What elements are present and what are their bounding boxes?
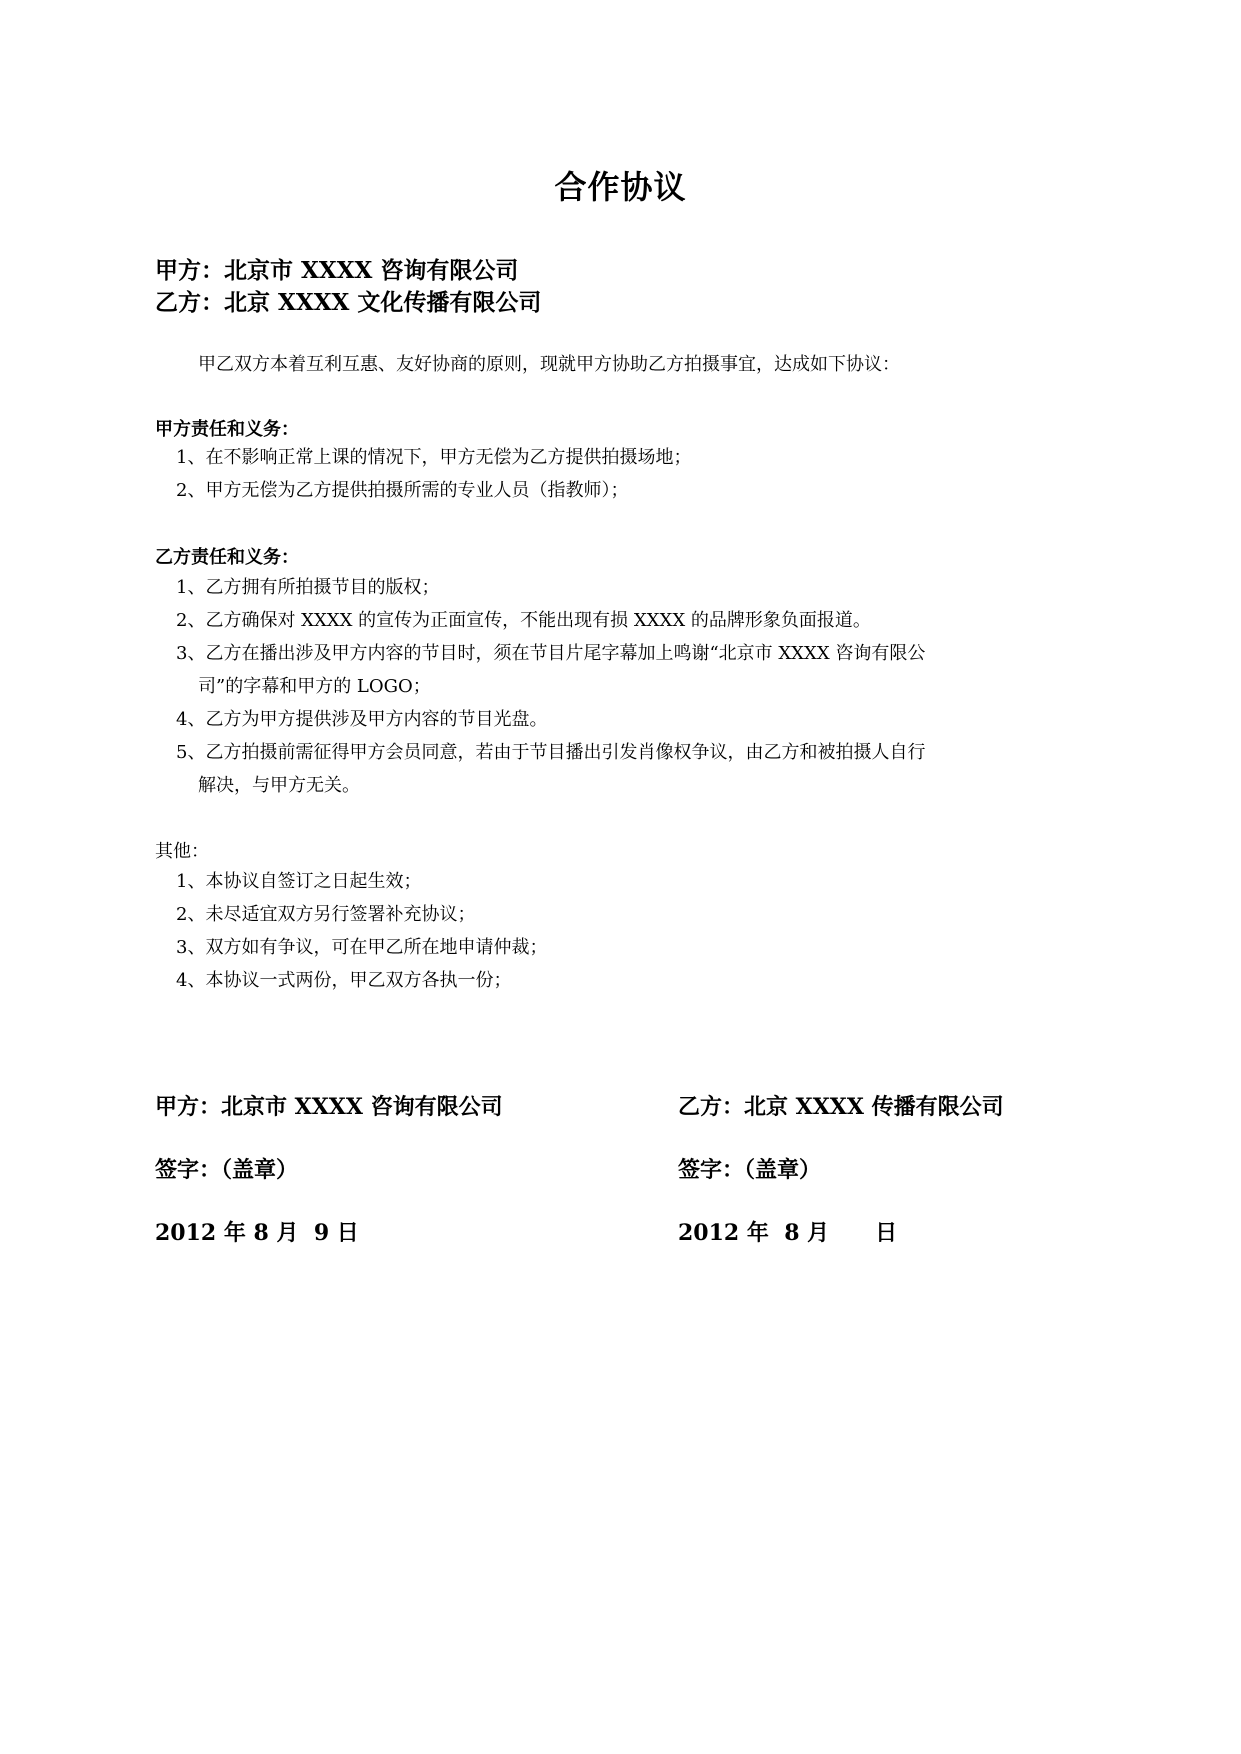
other-heading: 其他： bbox=[155, 841, 209, 862]
intro-paragraph: 甲乙双方本着互利互惠、友好协商的原则，现就甲方协助乙方拍摄事宜，达成如下协议： bbox=[198, 354, 900, 375]
party-b-duty-item: 2、乙方确保对 XXXX 的宣传为正面宣传，不能出现有损 XXXX 的品牌形象负面报道。 bbox=[176, 610, 871, 631]
document-title: 合作协议 bbox=[554, 168, 687, 206]
signature-party-a: 甲方：北京市 XXXX 咨询有限公司 bbox=[155, 1094, 503, 1120]
party-b-duties-heading: 乙方责任和义务： bbox=[155, 547, 299, 568]
signature-date-a: 2012 年 8 月 9 日 bbox=[155, 1220, 359, 1246]
party-a-duty-item: 1、在不影响正常上课的情况下，甲方无偿为乙方提供拍摄场地； bbox=[176, 447, 692, 468]
party-a-header: 甲方：北京市 XXXX 咨询有限公司 bbox=[155, 257, 519, 284]
other-item: 2、未尽适宜双方另行签署补充协议； bbox=[176, 904, 476, 925]
party-b-duty-item-continuation: 解决，与甲方无关。 bbox=[198, 775, 360, 796]
signature-seal-a: 签字：（盖章） bbox=[155, 1157, 299, 1183]
signature-party-b: 乙方：北京 XXXX 传播有限公司 bbox=[678, 1094, 1004, 1120]
other-item: 1、本协议自签订之日起生效； bbox=[176, 871, 422, 892]
party-b-duty-item-continuation: 司”的字幕和甲方的 LOGO； bbox=[198, 676, 431, 697]
party-a-duties-heading: 甲方责任和义务： bbox=[155, 419, 299, 440]
party-b-duty-item: 5、乙方拍摄前需征得甲方会员同意，若由于节目播出引发肖像权争议，由乙方和被拍摄人自行 bbox=[176, 742, 926, 763]
other-item: 4、本协议一式两份，甲乙双方各执一份； bbox=[176, 970, 512, 991]
party-b-duty-item: 1、乙方拥有所拍摄节目的版权； bbox=[176, 577, 440, 598]
other-item: 3、双方如有争议，可在甲乙所在地申请仲裁； bbox=[176, 937, 548, 958]
party-b-duty-item: 4、乙方为甲方提供涉及甲方内容的节目光盘。 bbox=[176, 709, 548, 730]
party-a-duty-item: 2、甲方无偿为乙方提供拍摄所需的专业人员（指教师）； bbox=[176, 480, 629, 501]
party-b-header: 乙方：北京 XXXX 文化传播有限公司 bbox=[155, 289, 542, 316]
signature-seal-b: 签字：（盖章） bbox=[678, 1157, 822, 1183]
party-b-duty-item: 3、乙方在播出涉及甲方内容的节目时，须在节目片尾字幕加上鸣谢“北京市 XXXX 咨询有限公 bbox=[176, 643, 926, 664]
signature-date-b: 2012 年 8 月 日 bbox=[678, 1220, 898, 1246]
